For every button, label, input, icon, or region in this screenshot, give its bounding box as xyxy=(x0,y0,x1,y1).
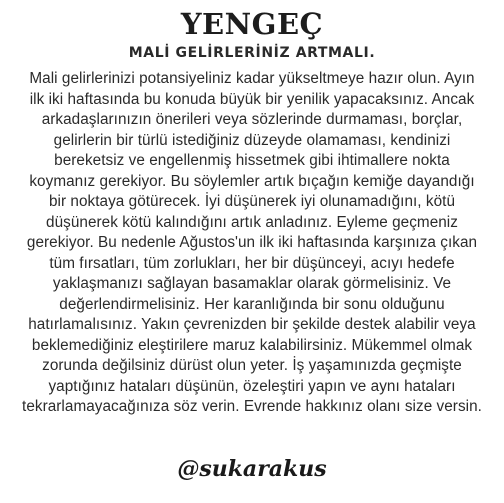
body-line: tekrarlamayacağınıza söz verin. Evrende hakkınız olanı size versin. xyxy=(22,398,482,415)
body-line: değerlendirmelisiniz. Her karanlığında bir sonu olduğunu xyxy=(59,295,445,313)
body-line: tüm fırsatları, tüm zorlukları, her bir düşünceyi, acıyı hedefe xyxy=(49,254,455,272)
body-line: hatırlamalısınız. Yakın çevrenizden bir şekilde destek alabilir veya xyxy=(28,316,476,333)
body-line: gerekiyor. Bu nedenle Ağustos'un ilk iki haftasında karşınıza çıkan xyxy=(26,234,478,251)
body-line: yaptığınız hataları düşünün, özeleştiri yapın ve aynı hataları xyxy=(48,377,456,395)
body-line: arkadaşlarınızın önerileri veya sözlerinde durmaması, borçlar, xyxy=(41,111,463,128)
body-line: bereketsiz ve engellenmiş hissetmek gibi ihtimallere nokta xyxy=(54,152,450,169)
body-line: yaklaşmanızı sağlayan basamaklar olarak görmelisiniz. Ve xyxy=(52,275,452,292)
body-line: ilk iki haftasında bu konuda büyük bir yenilik yapacaksınız. Ancak xyxy=(29,90,475,108)
body-line: zorunda değilsiniz dürüst olun yeter. İş yaşamınızda geçmişte xyxy=(42,357,462,374)
body-line: gelirlerin bir türlü istediğiniz düzeyde olamaması, kendinizi xyxy=(53,131,451,149)
author-handle: @sukarakus xyxy=(177,456,327,482)
body-line: Mali gelirlerinizi potansiyeliniz kadar yükseltmeye hazır olun. Ayın xyxy=(29,70,475,87)
body-paragraph xyxy=(14,69,490,418)
body-line: bir noktaya götürecek. İyi düşünerek iyi olunamadığını, kötü xyxy=(48,193,456,210)
body-line: koymanız gerekiyor. Bu söylemler artık bıçağın kemiğe dayandığı xyxy=(29,172,475,190)
body-line: düşünerek kötü kalındığını artık anladınız. Eyleme geçmeniz xyxy=(46,213,458,231)
page-subtitle: MALİ GELİRLERİNİZ ARTMALI. xyxy=(128,45,376,61)
page-title: YENGEÇ xyxy=(180,7,324,41)
body-line: beklemediğiniz eleştirilere maruz kalabilirsiniz. Mükemmel olmak xyxy=(31,336,473,354)
